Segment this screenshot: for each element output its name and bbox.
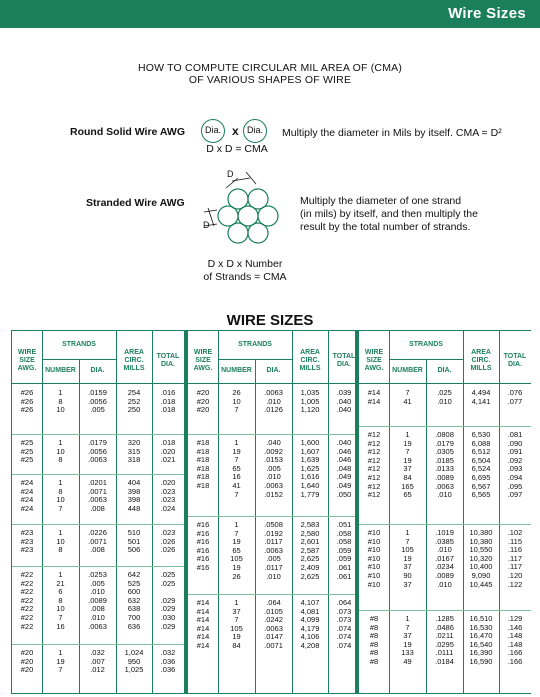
table-cell-dia: .040 .0092 .0153 .005 .010 .0063 .0152 [264, 438, 283, 499]
dia-circle-text: Dia. [246, 125, 263, 135]
header-total-dia: TOTAL DIA. [503, 353, 527, 368]
dia-circle-icon [243, 119, 267, 143]
table-cell-number: 1 19 7 65 16 41 7 [232, 438, 241, 499]
header-number: NUMBER [392, 367, 423, 374]
table-cell-total: .018 .020 .021 [160, 438, 176, 465]
table-cell-number: 1 19 7 [56, 648, 65, 675]
table-cell-total: .064 .073 .073 .074 .074 .074 [336, 598, 352, 650]
table-cell-area: 4,107 4,081 4,099 4,179 4,106 4,208 [300, 598, 320, 650]
stranded-formula-line2: of Strands = CMA [203, 271, 287, 283]
table-cell-dia: .1285 .0486 .0211 .0295 .0111 .0184 [435, 614, 454, 666]
round-wire-label: Round Solid Wire AWG [70, 126, 186, 138]
table-cell-total: .032 .036 .036 [160, 648, 176, 675]
table-cell-number: 26 10 7 [232, 388, 241, 415]
header-total-dia: TOTAL DIA. [156, 353, 180, 368]
header-dia: DIA. [437, 367, 452, 374]
table-cell-wire: #14 #14 [367, 388, 381, 406]
table-cell-total: .076 .077 [507, 388, 523, 406]
table-cell-number: 1 8 10 [56, 388, 65, 415]
table-cell-wire: #25 #25 #25 [20, 438, 34, 465]
table-cell-total: .016 .018 .018 [160, 388, 176, 415]
header-strands: STRANDS [62, 341, 96, 348]
table-cell-dia: .064 .0105 .0242 .0063 .0147 .0071 [264, 598, 283, 650]
header-number: NUMBER [45, 367, 76, 374]
table-cell-number: 1 10 8 [56, 438, 65, 465]
table-cell-total: .040 .046 .046 .048 .049 .049 .050 [336, 438, 352, 499]
table-cell-area: 642 525 600 632 638 700 636 [127, 570, 141, 631]
table-cell-wire: #18 #18 #18 #18 #18 #18 [196, 438, 210, 490]
table-cell-total: .129 .146 .148 .148 .166 .166 [507, 614, 523, 666]
round-description: Multiply the diameter in Mils by itself. CMA = D² [282, 127, 502, 139]
table-cell-area: 10,380 10,380 10,550 10,320 10,400 9,090 10,445 [469, 528, 493, 589]
table-cell-total: .081 .090 .091 .092 .093 .094 .095 .097 [507, 430, 523, 500]
table-cell-dia: .0159 .0056 .005 [88, 388, 107, 415]
table-cell-area: 16,510 16,530 16,470 16,540 16,390 16,590 [469, 614, 493, 666]
table-cell-area: 254 252 250 [127, 388, 141, 415]
table-cell-dia: .0808 .0179 .0305 .0185 .0133 .0089 .0063 .010 [435, 430, 454, 500]
stranded-description-line: result by the total number of strands. [300, 221, 471, 233]
group-divider [188, 594, 360, 595]
header-dia: DIA. [90, 367, 105, 374]
table-cell-number: 1 7 19 65 105 19 26 [230, 520, 243, 581]
table-cell-total: .025 .025 .029 .029 .030 .029 [160, 570, 176, 631]
table-cell-number: 1 7 105 19 37 90 37 [401, 528, 414, 589]
table-cell-wire: #26 #26 #26 [20, 388, 34, 415]
table-cell-total: .023 .026 .026 [160, 528, 176, 555]
group-divider [188, 434, 360, 435]
header-strands: STRANDS [238, 341, 272, 348]
table-cell-wire: #12 #12 #12 #12 #12 #12 #12 #12 [367, 430, 381, 500]
header-area: AREA CIRC. MILLS [470, 349, 492, 372]
header-wire-size: WIRE SIZE AWG. [364, 349, 384, 372]
table-cell-number: 7 41 [403, 388, 412, 406]
table-cell-area: 404 398 398 448 [127, 478, 141, 513]
dia-circle-text: Dia. [204, 125, 221, 135]
stranded-description-line: (in mils) by itself, and then multiply the [300, 208, 478, 220]
table-cell-dia: .0179 .0056 .0063 [88, 438, 107, 465]
group-divider [359, 610, 531, 611]
table-cell-number: 1 10 8 [56, 528, 65, 555]
header-number: NUMBER [221, 367, 252, 374]
table-cell-number: 1 37 7 105 19 84 [230, 598, 243, 650]
main-heading-line2: OF VARIOUS SHAPES OF WIRE [188, 74, 352, 86]
header-rule [12, 383, 184, 384]
table-cell-area: 320 315 318 [127, 438, 141, 465]
table-cell-wire: #14 #14 #14 #14 #14 #14 [196, 598, 210, 650]
table-cell-dia: .0063 .010 .0126 [264, 388, 283, 415]
group-divider [12, 474, 184, 475]
table-cell-wire: #10 #10 #10 #10 #10 #10 #10 [367, 528, 381, 589]
stranded-formula-line1: D x D x Number [207, 258, 283, 270]
table-cell-number: 1 7 37 19 133 49 [401, 614, 414, 666]
table-cell-total: .020 .023 .023 .024 [160, 478, 176, 513]
table-cell-dia: .0201 .0071 .0063 .008 [88, 478, 107, 513]
table-cell-wire: #8 #8 #8 #8 #8 #8 [369, 614, 379, 666]
table-cell-total: .102 .115 .116 .117 .117 .120 .122 [507, 528, 523, 589]
table-cell-area: 4,494 4,141 [471, 388, 491, 406]
header-strands: STRANDS [409, 341, 443, 348]
table-cell-area: 1,600 1,607 1,639 1,625 1,616 1,640 1,779 [300, 438, 320, 499]
header-area: AREA CIRC. MILLS [299, 349, 321, 372]
header-wire-size: WIRE SIZE AWG. [193, 349, 213, 372]
header-rule [188, 383, 360, 384]
stranded-wire-label: Stranded Wire AWG [86, 197, 185, 209]
table-cell-dia: .032 .007 .012 [90, 648, 105, 675]
group-divider [12, 434, 184, 435]
times-sign: x [232, 124, 239, 138]
header-rule [359, 383, 531, 384]
stranded-description-line: Multiply the diameter of one strand [300, 195, 462, 207]
table-cell-number: 1 19 7 19 37 84 165 65 [401, 430, 414, 500]
header-wire-size: WIRE SIZE AWG. [17, 349, 37, 372]
header-total-dia: TOTAL DIA. [332, 353, 356, 368]
wire-sizes-table [11, 330, 531, 694]
wire-sizes-table-title: WIRE SIZES [226, 312, 314, 329]
strand-dim-label: D [203, 220, 210, 230]
group-divider [188, 516, 360, 517]
header-title: Wire Sizes [448, 5, 526, 22]
table-cell-wire: #22 #22 #22 #22 #22 #22 #22 [20, 570, 34, 631]
table-cell-area: 1,024 950 1,025 [124, 648, 144, 675]
table-cell-dia: .0226 .0071 .008 [88, 528, 107, 555]
table-cell-total: .039 .040 .040 [336, 388, 352, 415]
group-divider [359, 426, 531, 427]
table-cell-area: 1,035 1,005 1,120 [300, 388, 320, 415]
group-divider [12, 566, 184, 567]
dia-circle-icon [201, 119, 225, 143]
table-cell-area: 510 501 506 [127, 528, 141, 555]
group-divider [12, 524, 184, 525]
header-bar [0, 0, 540, 28]
table-cell-wire: #16 #16 #16 #16 #16 #16 [196, 520, 210, 572]
table-cell-wire: #23 #23 #23 [20, 528, 34, 555]
table-cell-total: .051 .058 .058 .059 .059 .061 .061 [336, 520, 352, 581]
table-cell-wire: #20 #20 #20 [20, 648, 34, 675]
table-cell-number: 1 21 6 8 10 7 16 [56, 570, 65, 631]
table-cell-dia: .1019 .0385 .010 .0167 .0234 .0089 .010 [435, 528, 454, 589]
table-cell-dia: .025 .010 [437, 388, 452, 406]
table-cell-number: 1 8 10 7 [56, 478, 65, 513]
table-cell-wire: #24 #24 #24 #24 [20, 478, 34, 513]
group-divider [12, 644, 184, 645]
strand-dim-label: D [227, 169, 234, 179]
table-cell-wire: #20 #20 #20 [196, 388, 210, 415]
stranded-wire-icon [196, 168, 286, 258]
header-dia: DIA. [266, 367, 281, 374]
group-divider [359, 524, 531, 525]
table-cell-area: 6,530 6,088 6,512 6,504 6,524 6,695 6,567 6,565 [471, 430, 491, 500]
header-area: AREA CIRC. MILLS [123, 349, 145, 372]
table-cell-dia: .0253 .005 .010 .0089 .008 .010 .0063 [88, 570, 107, 631]
table-cell-area: 2,583 2,580 2,601 2,587 2,625 2,409 2,625 [300, 520, 320, 581]
round-formula: D x D = CMA [206, 143, 268, 155]
main-heading-line1: HOW TO COMPUTE CIRCULAR MIL AREA OF (CMA) [137, 62, 403, 74]
table-cell-dia: .0508 .0192 .0117 .0063 .005 .0117 .010 [264, 520, 283, 581]
